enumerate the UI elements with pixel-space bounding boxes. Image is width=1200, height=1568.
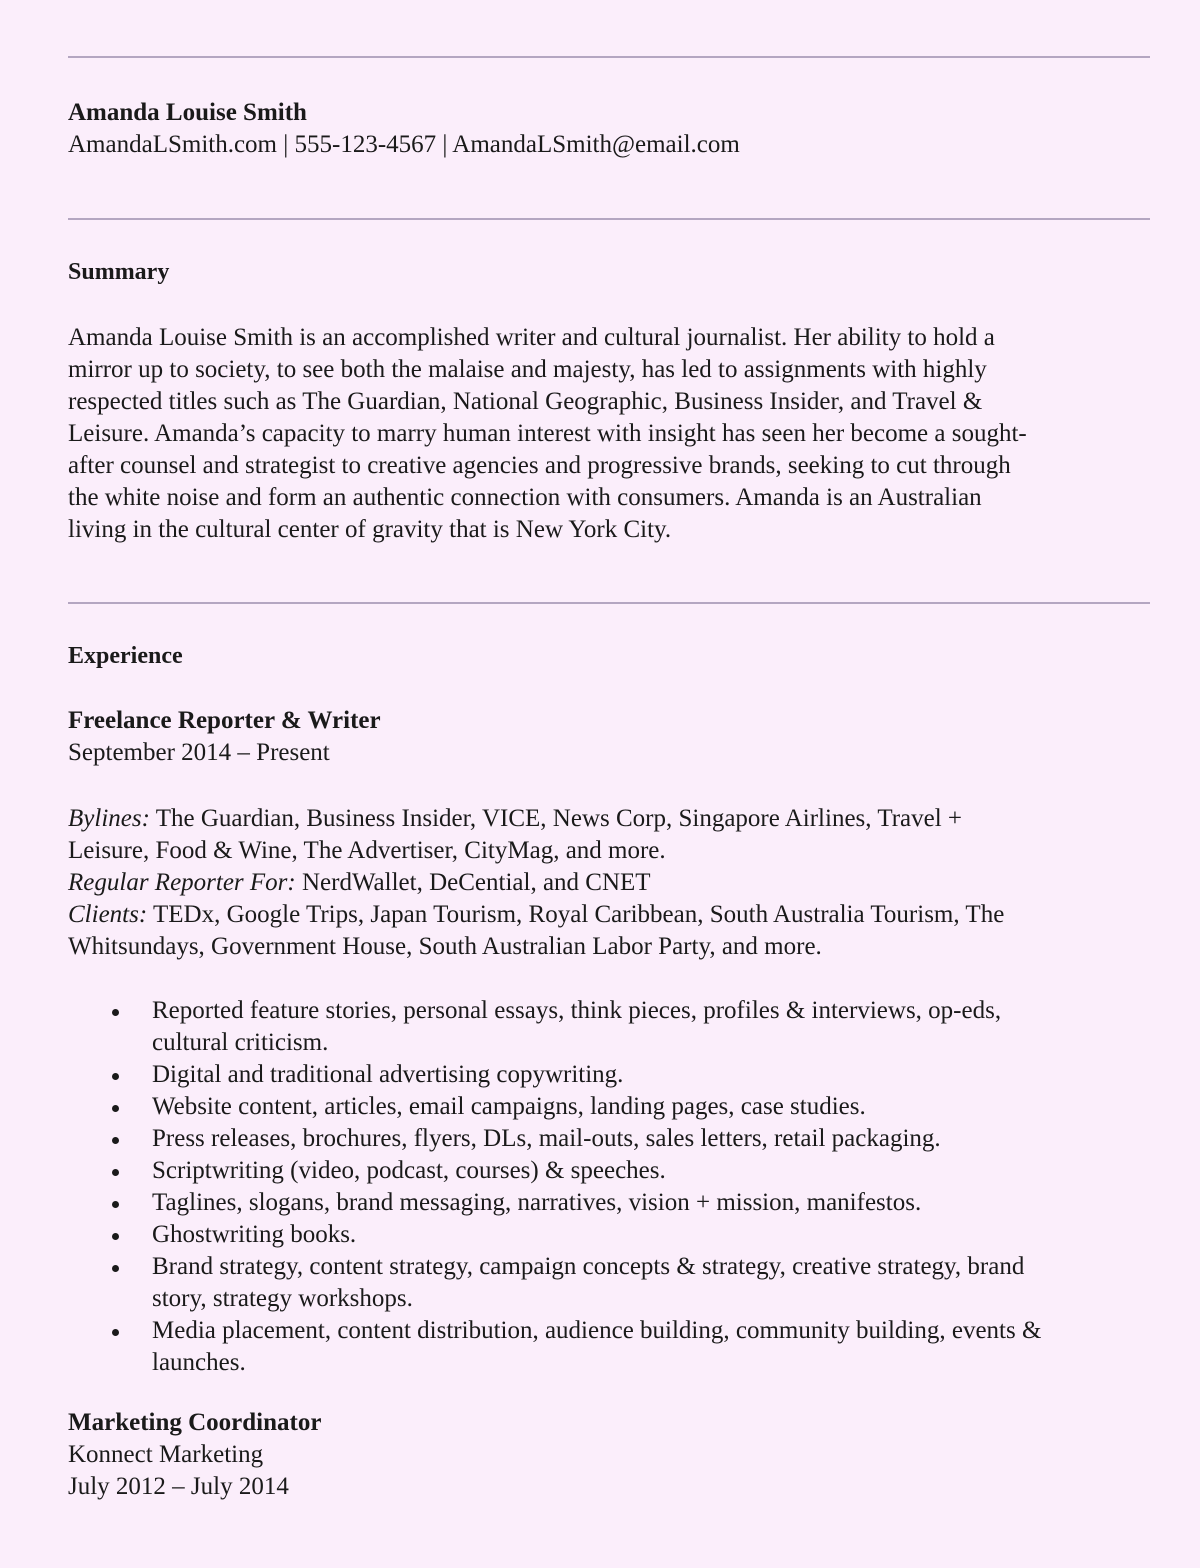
responsibilities-list xyxy=(68,995,1153,1379)
list-item-text: Press releases, brochures, flyers, DLs, mail-outs, sales letters, retail packaging. xyxy=(152,1125,941,1152)
list-item-text: Ghostwriting books. xyxy=(152,1221,357,1248)
clients-line xyxy=(68,899,1153,931)
summary-line: Leisure. Amanda’s capacity to marry human interest with insight has seen her become a sought- xyxy=(68,420,1027,447)
summary-line: mirror up to society, to see both the malaise and majesty, has led to assignments with highly xyxy=(68,356,987,383)
summary-line: the white noise and form an authentic connection with consumers. Amanda is an Australian xyxy=(68,484,982,511)
bylines-line xyxy=(68,803,1153,835)
summary-divider xyxy=(68,602,1150,604)
experience-heading: Experience xyxy=(68,643,183,669)
summary-heading: Summary xyxy=(68,259,170,285)
list-item xyxy=(68,1251,1153,1315)
bylines-text-continued: Leisure, Food & Wine, The Advertiser, CityMag, and more. xyxy=(68,837,666,864)
bullet-icon xyxy=(112,1329,119,1336)
list-item-text: Media placement, content distribution, audience building, community building, events & xyxy=(152,1317,1042,1344)
contact-line: AmandaLSmith.com | 555-123-4567 | AmandaLSmith@email.com xyxy=(68,131,740,158)
job-company: Konnect Marketing xyxy=(68,1441,264,1468)
bullet-icon xyxy=(112,1233,119,1240)
list-item-text: cultural criticism. xyxy=(152,1029,329,1056)
list-item-text: Brand strategy, content strategy, campaign concepts & strategy, creative strategy, brand xyxy=(152,1253,1025,1280)
clients-text: TEDx, Google Trips, Japan Tourism, Royal Caribbean, South Australia Tourism, The xyxy=(147,901,1005,928)
list-item-text: Reported feature stories, personal essays, think pieces, profiles & interviews, op-eds, xyxy=(152,997,1002,1024)
summary-line: living in the cultural center of gravity that is New York City. xyxy=(68,516,672,543)
list-item xyxy=(68,995,1153,1059)
regular-reporter-text: NerdWallet, DeCential, and CNET xyxy=(295,869,651,896)
job-details xyxy=(68,803,1153,963)
list-item-text: Website content, articles, email campaigns, landing pages, case studies. xyxy=(152,1093,866,1120)
header-divider xyxy=(68,218,1150,220)
list-item-text: story, strategy workshops. xyxy=(152,1285,413,1312)
bylines-text: The Guardian, Business Insider, VICE, News Corp, Singapore Airlines, Travel + xyxy=(149,805,963,832)
regular-reporter-label: Regular Reporter For: xyxy=(68,869,296,896)
bullet-icon xyxy=(112,1073,119,1080)
bullet-icon xyxy=(112,1169,119,1176)
bullet-icon xyxy=(112,1201,119,1208)
regular-reporter-line xyxy=(68,867,1153,899)
summary-line: respected titles such as The Guardian, National Geographic, Business Insider, and Travel & xyxy=(68,388,983,415)
bullet-icon xyxy=(112,1265,119,1272)
job-title: Freelance Reporter & Writer xyxy=(68,707,381,734)
list-item xyxy=(68,1187,1153,1219)
list-item-text: Scriptwriting (video, podcast, courses) & speeches. xyxy=(152,1157,666,1184)
candidate-name: Amanda Louise Smith xyxy=(68,99,307,126)
bylines-label: Bylines: xyxy=(68,805,150,832)
top-divider xyxy=(68,56,1150,58)
summary-line: after counsel and strategist to creative agencies and progressive brands, seeking to cut through xyxy=(68,452,1011,479)
list-item xyxy=(68,1123,1153,1155)
list-item xyxy=(68,1315,1153,1379)
bullet-icon xyxy=(112,1009,119,1016)
job-title: Marketing Coordinator xyxy=(68,1409,322,1436)
summary-line: Amanda Louise Smith is an accomplished writer and cultural journalist. Her ability to hold a xyxy=(68,324,995,351)
clients-label: Clients: xyxy=(68,901,148,928)
bullet-icon xyxy=(112,1137,119,1144)
list-item xyxy=(68,1155,1153,1187)
clients-text-continued: Whitsundays, Government House, South Australian Labor Party, and more. xyxy=(68,933,822,960)
list-item xyxy=(68,1059,1153,1091)
list-item xyxy=(68,1091,1153,1123)
bullet-icon xyxy=(112,1105,119,1112)
list-item-text: launches. xyxy=(152,1349,246,1376)
list-item xyxy=(68,1219,1153,1251)
list-item-text: Digital and traditional advertising copywriting. xyxy=(152,1061,624,1088)
list-item-text: Taglines, slogans, brand messaging, narratives, vision + mission, manifestos. xyxy=(152,1189,922,1216)
summary-paragraph xyxy=(68,322,1153,546)
job-dates: July 2012 – July 2014 xyxy=(68,1473,289,1500)
job-dates: September 2014 – Present xyxy=(68,739,330,766)
